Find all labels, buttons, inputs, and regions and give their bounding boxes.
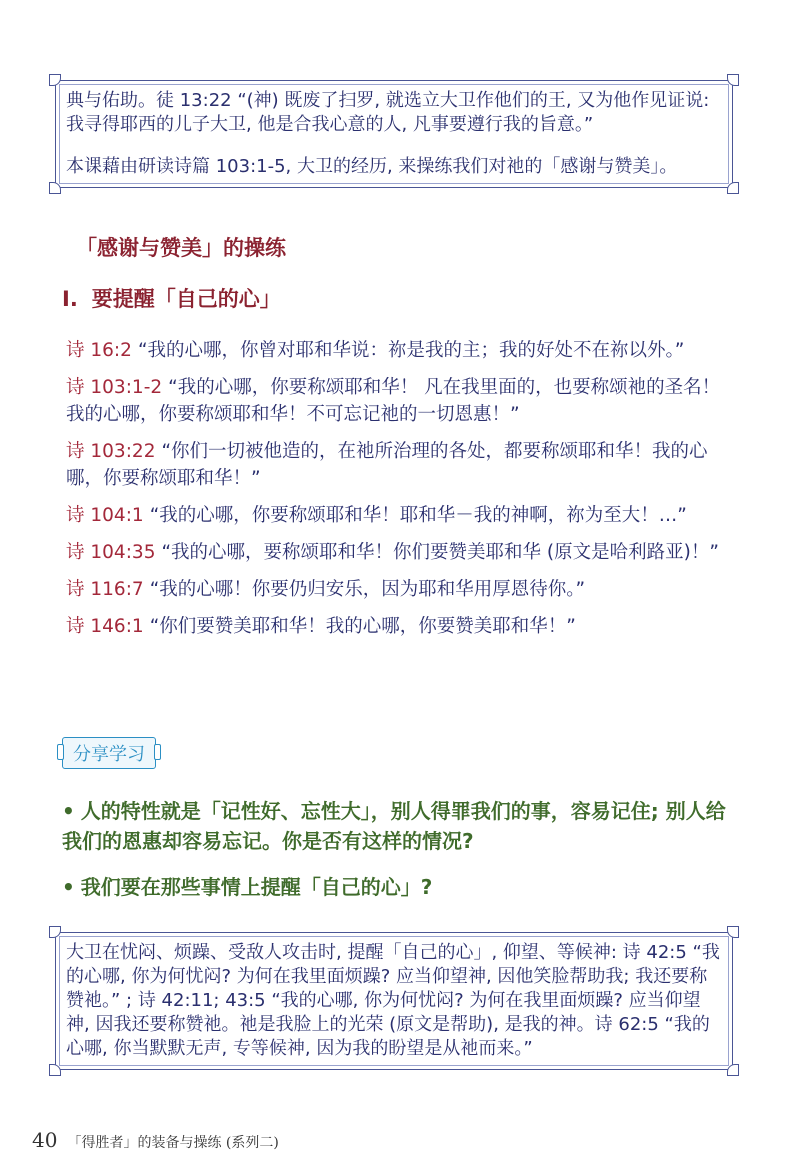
verse-list: [66, 337, 734, 650]
question-item: [62, 872, 732, 902]
verse-item: [66, 374, 734, 428]
question-item: [62, 796, 732, 856]
verse-item: [66, 438, 734, 492]
frame-corner: [727, 1064, 739, 1076]
intro-summary: 本课藉由研读诗篇 103:1-5, 大卫的经历, 来操练我们对祂的「感谢与赞美」。: [66, 156, 678, 177]
bullet: •: [62, 799, 75, 823]
verse-ref: 诗 104:35: [66, 542, 156, 563]
subsection-title: [62, 283, 281, 313]
verse-text: “你们要赞美耶和华！我的心哪，你要赞美耶和华！”: [149, 616, 576, 637]
page-number: 40: [32, 1128, 58, 1152]
subsection-text: 要提醒「自己的心」: [91, 287, 281, 311]
verse-text: “我的心哪，你要称颂耶和华！耶和华－我的神啊，祢为至大！…”: [149, 505, 687, 526]
verse-text: “我的心哪，要称颂耶和华！你们要赞美耶和华 (原文是哈利路亚)！”: [161, 542, 719, 563]
note-box: [55, 932, 733, 1070]
verse-ref: 诗 104:1: [66, 505, 144, 526]
question-list: [62, 796, 732, 918]
verse-ref: 诗 103:22: [66, 441, 156, 462]
verse-ref: 诗 146:1: [66, 616, 144, 637]
bullet: •: [62, 875, 75, 899]
book-title: 「得胜者」的装备与操练 (系列二): [67, 1135, 279, 1151]
section-title: 「感谢与赞美」的操练: [76, 236, 286, 260]
verse-ref: 诗 103:1-2: [66, 377, 163, 398]
verse-item: [66, 613, 734, 640]
question-text: 我们要在那些事情上提醒「自己的心」?: [80, 875, 433, 899]
verse-item: [66, 502, 734, 529]
verse-text: “你们一切被他造的，在祂所治理的各处，都要称颂耶和华！我的心哪，你要称颂耶和华！”: [66, 441, 708, 489]
note-text: 大卫在忧闷、烦躁、受敌人攻击时, 提醒「自己的心」, 仰望、等候神: 诗 42:5 “我的心哪, 你为何忧闷? 为何在我里面烦躁? 应当仰望神, 因他笑脸帮助我; 我还要称赞祂。” ; 诗 42:11; 43:5 “我的心哪, 你为何忧闷? 为何在我里面烦躁? 应当仰望神, 因我还要称赞祂。祂是我脸上的光荣 (原文是帮助), 是我的神。诗 62:5 “我的心哪, 你当默默无声, 专等候神, 因为我的盼望是从祂而来。”: [66, 942, 720, 1059]
share-learning-tag: 分享学习: [62, 737, 156, 769]
verse-text: “我的心哪，你曾对耶和华说：祢是我的主；我的好处不在祢以外。”: [137, 340, 685, 361]
verse-ref: 诗 116:7: [66, 579, 144, 600]
intro-box: [55, 80, 733, 188]
verse-item: [66, 337, 734, 364]
verse-ref: 诗 16:2: [66, 340, 132, 361]
question-text: 人的特性就是「记性好、忘性大」，别人得罪我们的事，容易记住; 别人给我们的恩惠却容易忘记。你是否有这样的情况?: [62, 799, 726, 853]
page-footer: [32, 1128, 279, 1152]
verse-text: “我的心哪，你要称颂耶和华！ 凡在我里面的，也要称颂祂的圣名！我的心哪，你要称颂耶和华！不可忘记祂的一切恩惠！”: [66, 377, 721, 425]
verse-item: [66, 576, 734, 603]
verse-text: “我的心哪！你要仍归安乐，因为耶和华用厚恩待你。”: [149, 579, 586, 600]
verse-item: [66, 539, 734, 566]
subsection-number: I.: [62, 287, 78, 311]
frame-corner: [727, 182, 739, 194]
intro-paragraph: 典与佑助。徒 13:22 “(神) 既废了扫罗, 就选立大卫作他们的王, 又为他作见证说: 我寻得耶西的儿子大卫, 他是合我心意的人, 凡事要遵行我的旨意。”: [66, 90, 710, 135]
